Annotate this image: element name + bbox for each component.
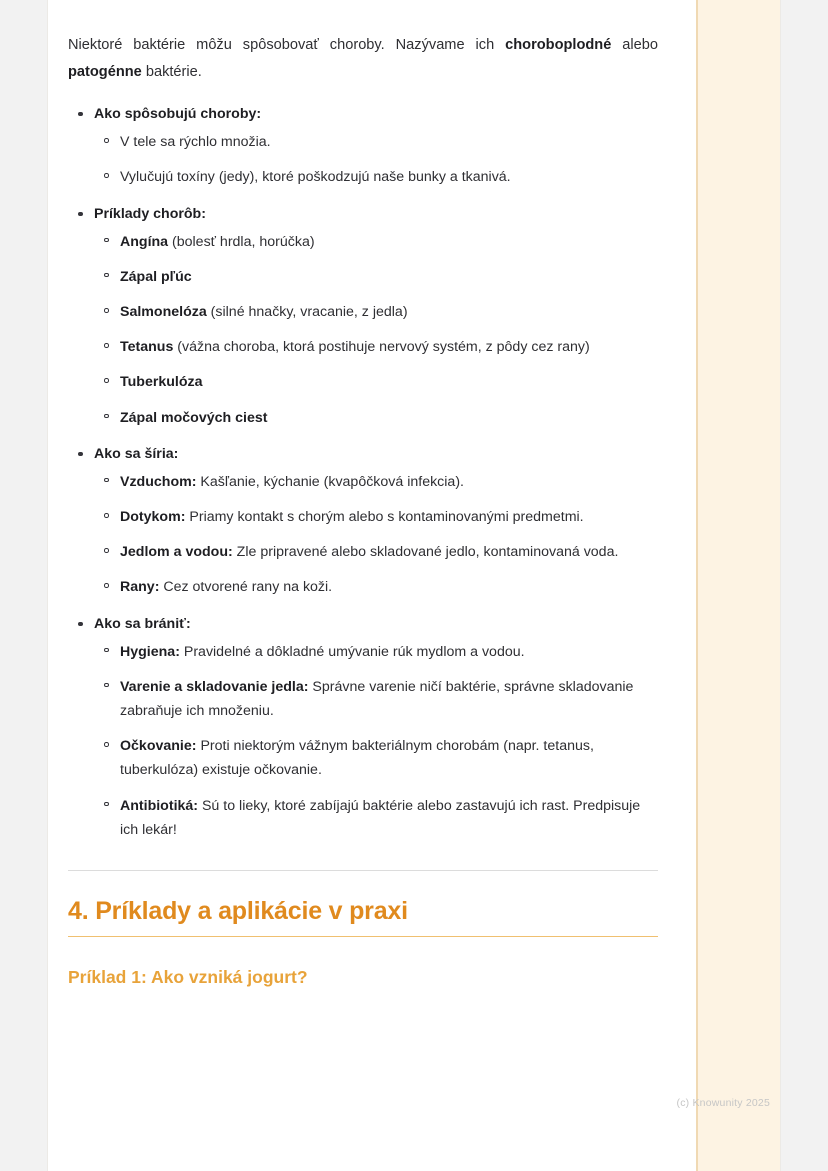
list-item: [94, 230, 658, 254]
list-item: [68, 204, 658, 430]
item-bold: Zápal močových ciest: [120, 409, 268, 426]
document-page: [48, 0, 780, 1171]
item-bold: Varenie a skladovanie jedla:: [120, 678, 309, 695]
list-item: [94, 734, 658, 782]
item-bold: Rany:: [120, 579, 160, 596]
sub-list: [94, 640, 658, 842]
item-text: (silné hnačky, vracanie, z jedla): [206, 304, 408, 321]
item-bold: Očkovanie:: [120, 738, 197, 755]
subsection-heading: Príklad 1: Ako vzniká jogurt?: [68, 966, 308, 987]
item-text: Cez otvorené rany na koži.: [159, 579, 333, 596]
item-bold: Jedlom a vodou:: [120, 544, 233, 561]
list-item: [94, 540, 658, 564]
list-item: [68, 104, 658, 190]
item-text: Správne varenie ničí baktérie, správne skladovanie zabraňuje ich množeniu.: [120, 678, 634, 720]
item-bold: Hygiena:: [120, 643, 180, 660]
list-item: [68, 444, 658, 600]
section-divider: [68, 870, 658, 871]
list-item: [94, 370, 658, 394]
item-bold: Tuberkulóza: [120, 374, 203, 391]
group-heading: Ako spôsobujú choroby:: [94, 105, 262, 122]
item-bold: Antibiotiká:: [120, 797, 199, 814]
list-item: [94, 335, 658, 359]
group-heading: Príklady chorôb:: [94, 205, 206, 222]
item-bold: Dotykom:: [120, 509, 186, 526]
item-text: (bolesť hrdla, horúčka): [168, 233, 315, 250]
sub-list: [94, 470, 658, 600]
item-text: Zle pripravené alebo skladované jedlo, kontaminovaná voda.: [232, 544, 619, 561]
watermark: (c) Knowunity 2025: [676, 1097, 770, 1109]
intro-text-mid: alebo: [611, 37, 659, 53]
item-bold: Salmonelóza: [120, 304, 207, 321]
list-item: [94, 265, 658, 289]
item-bold: Vzduchom:: [120, 473, 197, 490]
item-text: V tele sa rýchlo množia.: [120, 134, 271, 151]
list-item: [94, 130, 658, 154]
item-text: Vylučujú toxíny (jedy), ktoré poškodzujú naše bunky a tkanivá.: [120, 169, 511, 186]
sub-list: [94, 230, 658, 430]
list-item: [94, 505, 658, 529]
decorative-margin-strip: [698, 0, 780, 1171]
list-item: [94, 406, 658, 430]
intro-paragraph: [68, 32, 658, 86]
margin-rule-line: [696, 0, 698, 1171]
item-text: Proti niektorým vážnym bakteriálnym chorobám (napr. tetanus, tuberkulóza) existuje očkovanie.: [120, 738, 594, 779]
item-text: Pravidelné a dôkladné umývanie rúk mydlom a vodou.: [179, 643, 525, 660]
outline-list: [68, 104, 658, 842]
group-heading: Ako sa šíria:: [94, 445, 179, 462]
item-text: Kašľanie, kýchanie (kvapôčková infekcia).: [196, 473, 464, 490]
intro-text-post: baktérie.: [141, 63, 202, 80]
item-text: (vážna choroba, ktorá postihuje nervový systém, z pôdy cez rany): [173, 339, 590, 356]
section-heading-underline: [68, 936, 658, 937]
list-item: [94, 470, 658, 494]
list-item: [94, 794, 658, 842]
section-heading: 4. Príklady a aplikácie v praxi: [68, 896, 408, 925]
item-text: Priamy kontakt s chorým alebo s kontaminovanými predmetmi.: [185, 509, 584, 526]
intro-text-pre: Niektoré baktérie môžu spôsobovať choroby. Nazývame ich: [68, 37, 506, 53]
list-item: [94, 575, 658, 599]
item-text: Sú to lieky, ktoré zabíjajú baktérie alebo zastavujú ich rast. Predpisuje ich lekár!: [120, 797, 641, 838]
list-item: [94, 640, 658, 664]
intro-bold-patogenne: patogénne: [68, 63, 142, 80]
document-content: [68, 32, 658, 988]
item-bold: Zápal pľúc: [120, 268, 192, 285]
list-item: [94, 300, 658, 324]
sub-list: [94, 130, 658, 189]
item-bold: Angína: [120, 233, 169, 250]
list-item: [94, 165, 658, 189]
list-item: [68, 614, 658, 842]
intro-bold-choroboplodne: choroboplodné: [505, 37, 612, 53]
item-bold: Tetanus: [120, 339, 174, 356]
list-item: [94, 675, 658, 723]
group-heading: Ako sa brániť:: [94, 615, 191, 632]
